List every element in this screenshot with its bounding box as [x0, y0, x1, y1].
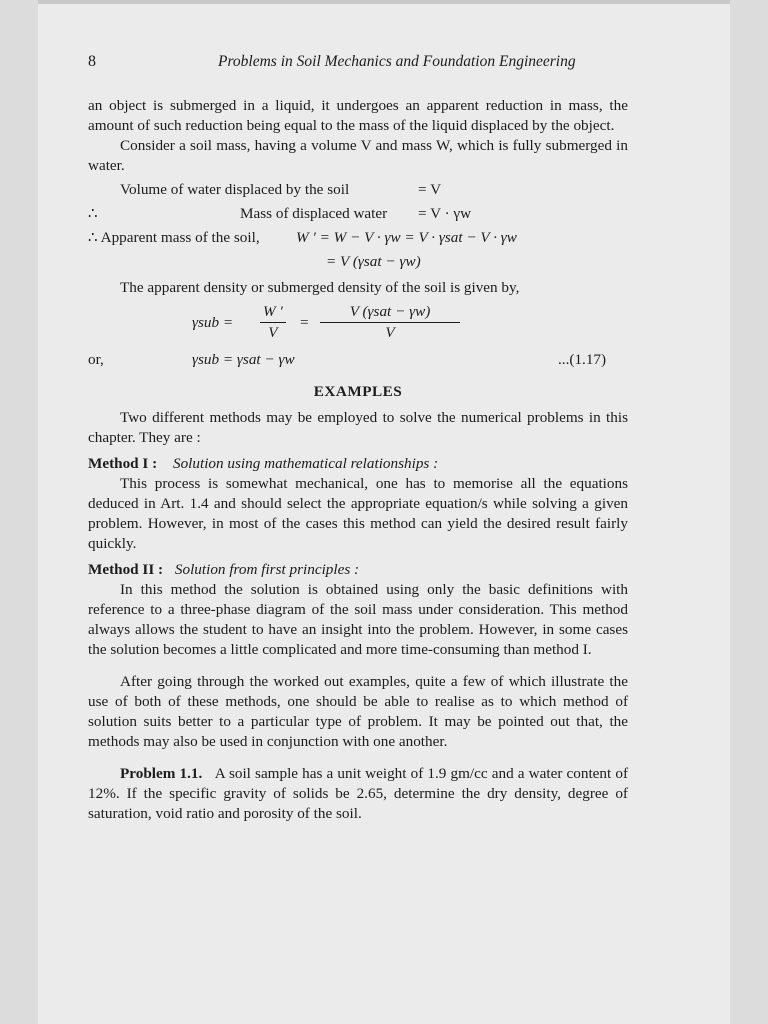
- equation-lhs: γsub =: [192, 314, 234, 331]
- equation-expression: = V · γw: [418, 205, 472, 222]
- equation-label: Volume of water displaced by the soil: [120, 181, 350, 198]
- equation-1-17: [88, 350, 628, 374]
- method-label: Method I :: [88, 455, 158, 472]
- equation-number: ...(1.17): [558, 351, 607, 368]
- equation-expression: W ′ = W − V · γw = V · γsat − V · γw: [296, 229, 517, 246]
- method-label: Method II :: [88, 561, 164, 578]
- equation-label: Mass of displaced water: [240, 205, 388, 222]
- problem-label: Problem 1.1.: [120, 765, 203, 782]
- equals-sign: =: [300, 314, 309, 331]
- therefore-symbol: ∴: [88, 205, 98, 222]
- method-1-text: This process is somewhat mechanical, one has to memorise all the equations deduced in Art. 1.4 and should select the appropriate equation/s while solving a given problem. However, in most of the cases this method can yield the desired result fairly quickly.: [88, 475, 628, 552]
- page-content: [88, 52, 628, 824]
- fraction-numerator: V (γsat − γw): [320, 302, 460, 323]
- fraction-gamma: [320, 302, 460, 343]
- equation-apparent-mass: [88, 228, 628, 252]
- fraction-denominator: V: [385, 324, 395, 341]
- paragraph-methods-intro: Two different methods may be employed to solve the numerical problems in this chapter. They are :: [88, 409, 628, 446]
- equation-volume: [88, 180, 628, 204]
- equation-expression: = V: [418, 181, 442, 198]
- method-2-heading: [88, 560, 628, 580]
- paragraph-worked-examples: After going through the worked out examples, quite a few of which illustrate the use of both of these methods, one should be able to realise as to which method of solution suits better to a particular type of problem. It may be pointed out that, the methods may also be used in conjunction with one another.: [88, 673, 628, 750]
- equation-mass-displaced: [88, 204, 628, 228]
- page-edge: [38, 0, 730, 4]
- or-label: or,: [88, 351, 104, 368]
- paragraph-soil-mass: Consider a soil mass, having a volume V and mass W, which is fully submerged in water.: [88, 137, 628, 174]
- method-title: Solution using mathematical relationships :: [172, 455, 439, 472]
- equation-expression: = V (γsat − γw): [326, 253, 421, 270]
- page-number: 8: [88, 53, 96, 70]
- examples-heading: EXAMPLES: [313, 383, 403, 400]
- running-title: Problems in Soil Mechanics and Foundation Engineering: [218, 53, 576, 70]
- method-2-text: In this method the solution is obtained using only the basic definitions with reference to a three-phase diagram of the soil mass under consideration. This method always allows the student to have an insight into the problem. However, in some cases the solution becomes a little complicated and more time-consuming than method I.: [88, 581, 628, 658]
- method-title: Solution from first principles :: [174, 561, 360, 578]
- problem-1-1: [88, 764, 628, 824]
- equation-expression: γsub = γsat − γw: [192, 351, 295, 368]
- equation-label: ∴ Apparent mass of the soil,: [88, 229, 260, 246]
- fraction-weight-volume: [260, 302, 286, 343]
- method-1-heading: [88, 454, 628, 474]
- equation-apparent-mass-simplified: [88, 252, 628, 276]
- fraction-denominator: V: [268, 324, 278, 341]
- fraction-numerator: W ′: [260, 302, 286, 323]
- paragraph-archimedes: an object is submerged in a liquid, it undergoes an apparent reduction in mass, the amount of such reduction being equal to the mass of the liquid displaced by the object.: [88, 97, 628, 134]
- problem-text: A soil sample has a unit weight of 1.9 gm/cc and a water content of 12%. If the specific gravity of solids be 2.65, determine the dry density, degree of saturation, void ratio and porosity of the soil.: [88, 765, 628, 822]
- paragraph-submerged-density: The apparent density or submerged density of the soil is given by,: [120, 279, 520, 296]
- equation-submerged-fraction: [88, 302, 628, 346]
- page-header: [88, 52, 628, 76]
